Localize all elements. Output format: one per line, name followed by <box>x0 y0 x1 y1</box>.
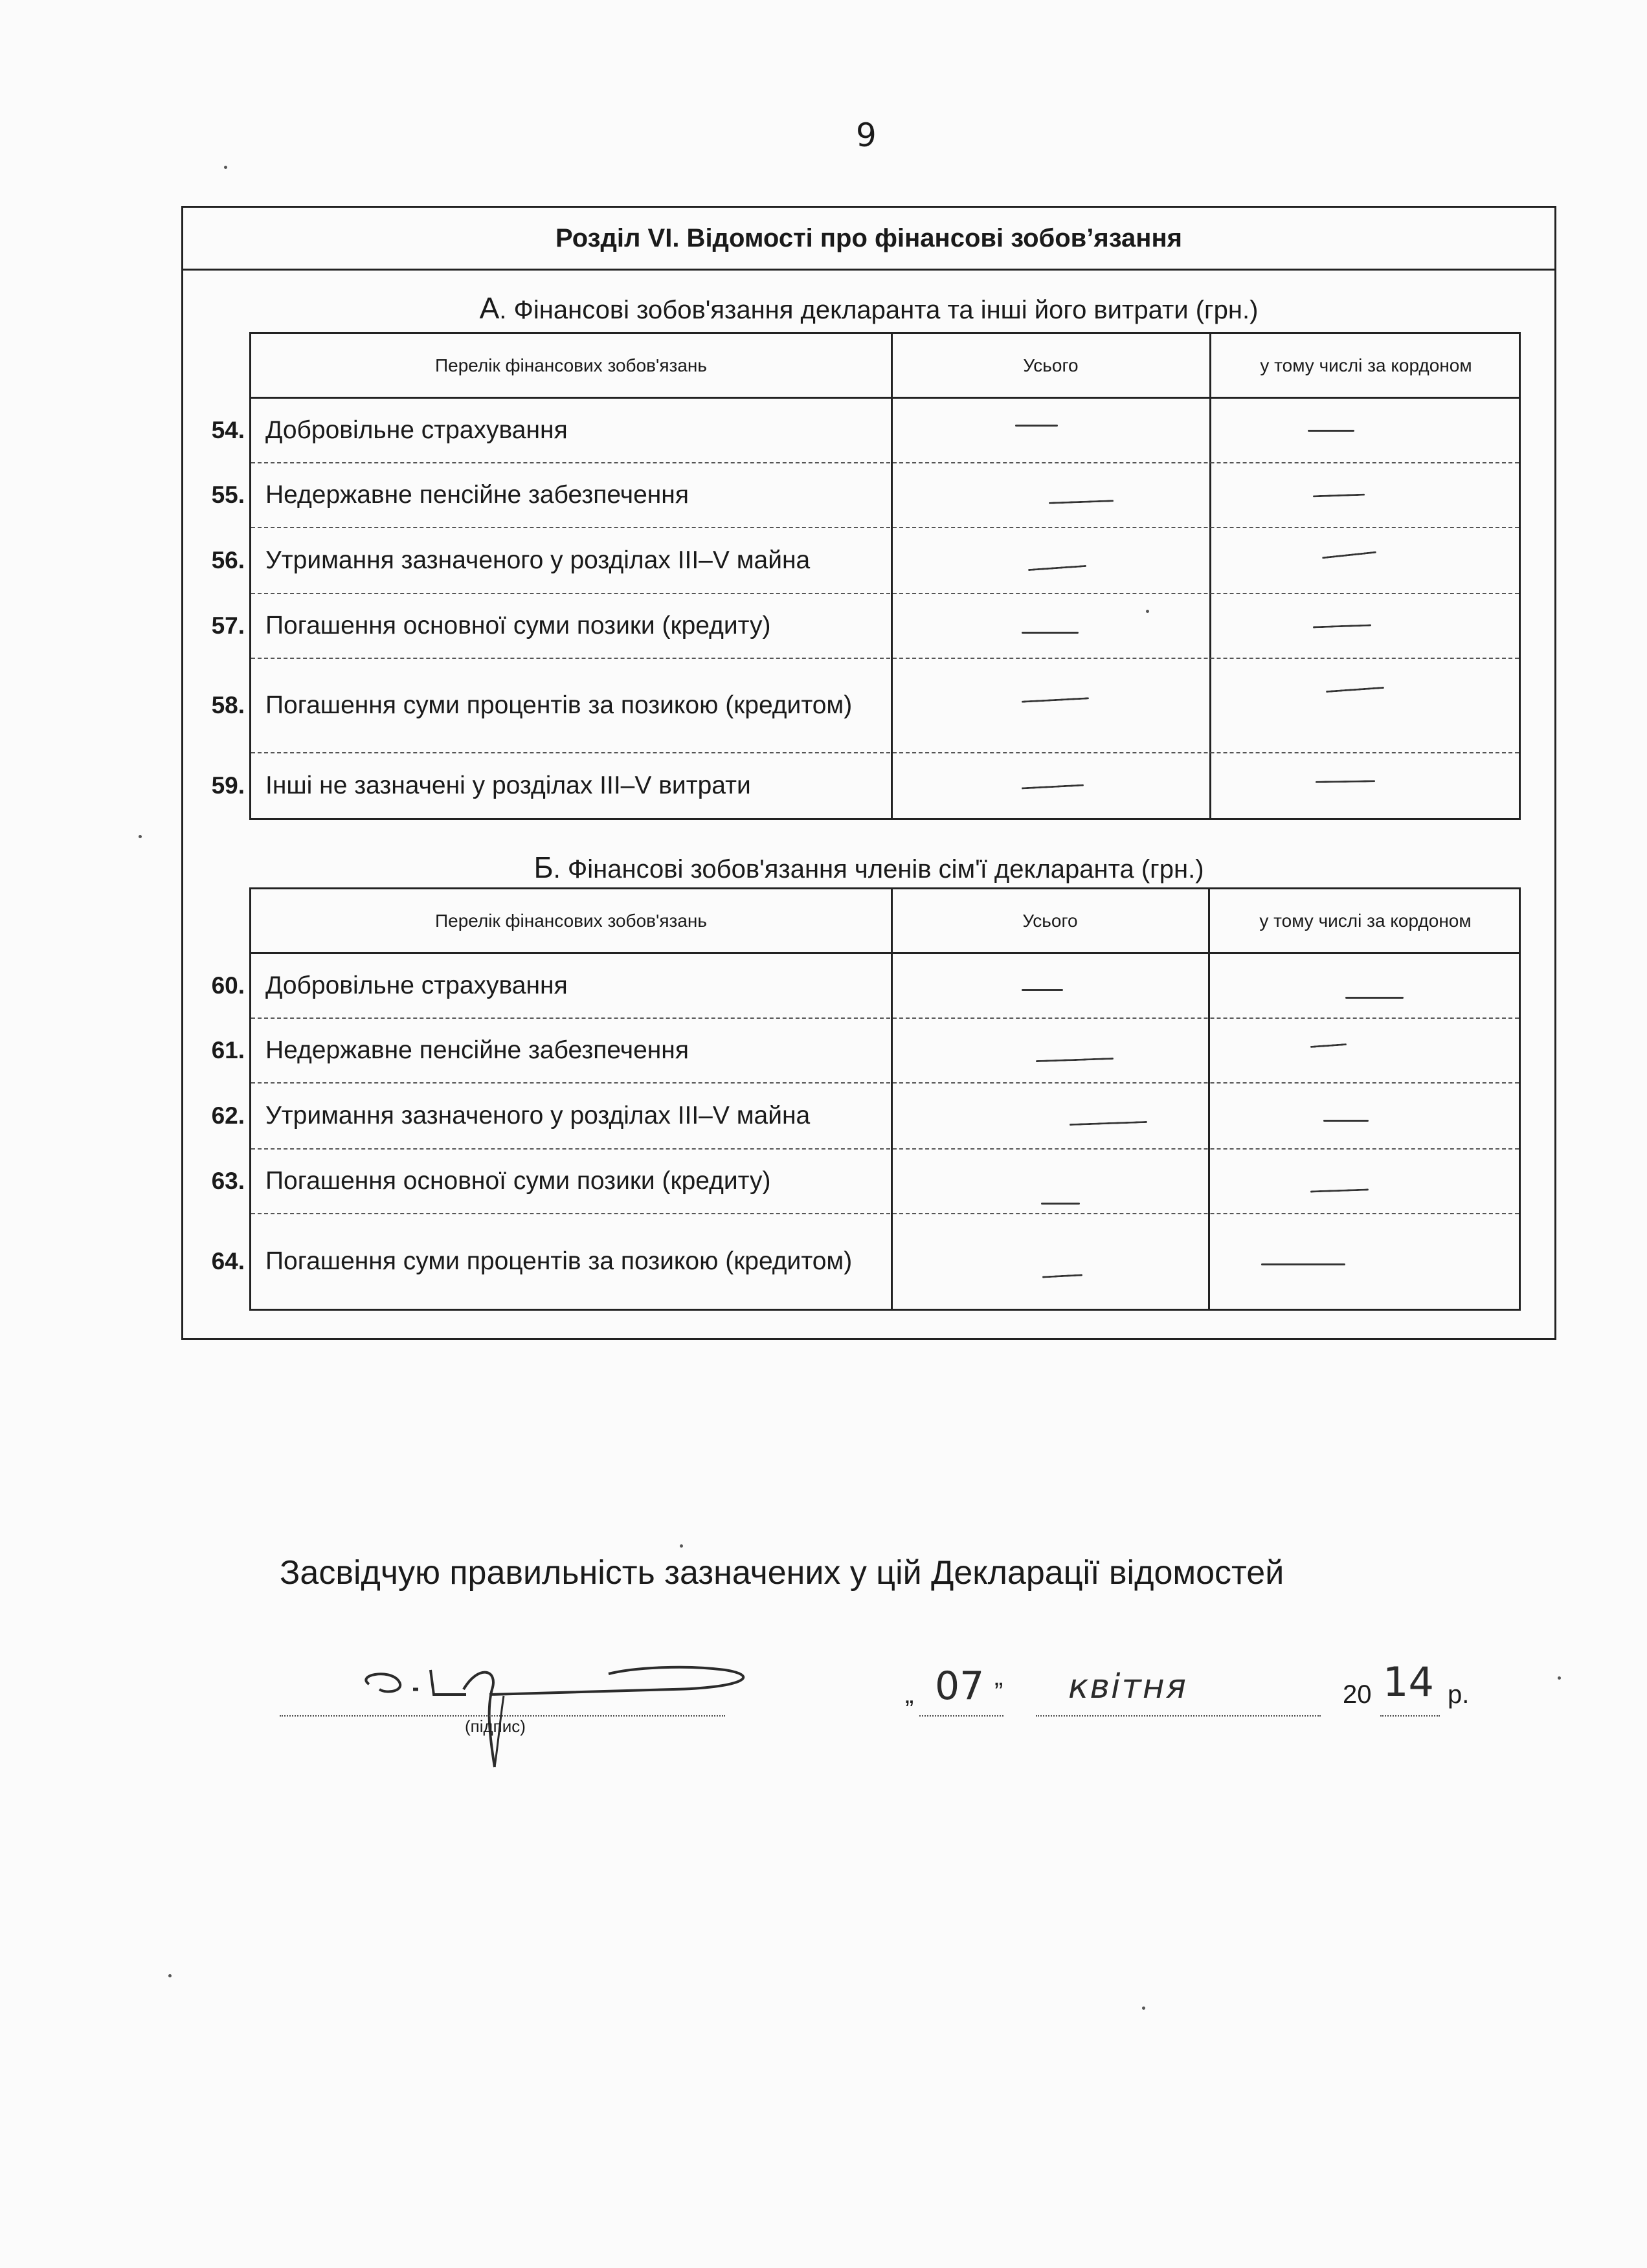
table-row <box>211 1150 1519 1214</box>
table-row <box>211 528 1519 594</box>
dash-mark <box>1022 784 1084 789</box>
part-a-letter: А <box>479 291 500 325</box>
scan-speck <box>1142 2007 1145 2010</box>
row-number: 56. <box>211 547 245 573</box>
dash-mark <box>1015 425 1058 427</box>
date-month[interactable]: квітня <box>1068 1667 1188 1706</box>
row-number: 62. <box>211 1102 245 1129</box>
dash-mark <box>1261 1263 1345 1265</box>
table-row <box>211 594 1519 659</box>
date-year-unit: р. <box>1448 1680 1470 1709</box>
row-label: Погашення суми процентів за позикою (кредитом) <box>265 1247 853 1275</box>
header-obligation-list: Перелік фінансових зобов'язань <box>435 910 707 931</box>
dash-mark <box>1022 989 1063 991</box>
dash-mark <box>1042 1274 1082 1278</box>
date-year-prefix: 20 <box>1343 1680 1372 1709</box>
row-number: 58. <box>211 692 245 718</box>
table-row <box>211 954 1519 1019</box>
header-abroad: у тому числі за кордоном <box>1260 355 1472 375</box>
dash-mark <box>1345 997 1404 999</box>
row-number: 60. <box>211 972 245 999</box>
dash-mark <box>1326 687 1384 693</box>
dash-mark <box>1028 565 1086 571</box>
table-part-a <box>211 332 1521 820</box>
dash-mark <box>1036 1058 1114 1062</box>
section-frame <box>181 206 1556 1340</box>
scan-speck <box>1146 610 1149 613</box>
row-number: 57. <box>211 612 245 639</box>
table-row <box>211 659 1519 753</box>
row-label: Добровільне страхування <box>265 416 568 444</box>
row-number: 59. <box>211 772 245 799</box>
row-label: Утримання зазначеного у розділах III–V майна <box>265 546 811 574</box>
header-obligation-list: Перелік фінансових зобов'язань <box>435 355 707 375</box>
date-close-quote: ” <box>994 1678 1003 1706</box>
part-a-title <box>183 291 1554 326</box>
dash-mark <box>1049 500 1114 504</box>
dash-mark <box>1323 1120 1369 1122</box>
dash-mark <box>1070 1121 1147 1126</box>
date-day-line <box>919 1715 1003 1717</box>
date-open-quote: „ <box>905 1680 914 1709</box>
row-number: 64. <box>211 1248 245 1274</box>
table-header <box>251 889 1519 954</box>
row-label: Недержавне пенсійне забезпечення <box>265 1036 689 1064</box>
header-total: Усього <box>1022 910 1078 931</box>
row-number: 61. <box>211 1037 245 1063</box>
dash-mark <box>1313 624 1371 628</box>
table-row <box>211 463 1519 528</box>
part-a-title-text: . Фінансові зобов'язання декларанта та інші його витрати (грн.) <box>499 296 1259 324</box>
table-part-b <box>211 887 1521 1311</box>
table-row <box>211 1214 1519 1309</box>
dash-mark <box>1310 1188 1369 1192</box>
scan-speck <box>139 835 142 838</box>
row-number: 55. <box>211 482 245 508</box>
dash-mark <box>1022 697 1089 702</box>
dash-mark <box>1308 430 1354 432</box>
scan-speck <box>224 166 227 169</box>
certification-statement: Засвідчую правильність зазначених у цій Декларації відомостей <box>280 1554 1284 1592</box>
row-label: Погашення основної суми позики (кредиту) <box>265 1167 771 1195</box>
table-header <box>251 334 1519 399</box>
table-row <box>211 399 1519 463</box>
row-label: Інші не зазначені у розділах III–V витрати <box>265 772 751 799</box>
row-label: Погашення основної суми позики (кредиту) <box>265 612 771 639</box>
date-year-suffix[interactable]: 14 <box>1383 1658 1434 1706</box>
part-b-letter: Б <box>533 850 554 884</box>
part-b-title <box>183 850 1554 885</box>
row-label: Утримання зазначеного у розділах III–V майна <box>265 1102 811 1129</box>
date-month-line <box>1036 1715 1321 1717</box>
signature-caption: (підпис) <box>465 1717 526 1736</box>
dash-mark <box>1316 780 1375 783</box>
row-label: Недержавне пенсійне забезпечення <box>265 481 689 509</box>
header-total: Усього <box>1023 355 1079 375</box>
table-row <box>211 1084 1519 1150</box>
dash-mark <box>1022 632 1079 634</box>
date-day[interactable]: 07 <box>935 1663 985 1709</box>
scan-speck <box>1558 1676 1561 1680</box>
dash-mark <box>1322 551 1376 559</box>
scan-speck <box>680 1544 683 1548</box>
row-label: Погашення суми процентів за позикою (кредитом) <box>265 691 853 719</box>
dash-mark <box>1041 1203 1080 1205</box>
dash-mark <box>1313 494 1365 498</box>
page-number: 9 <box>856 117 877 154</box>
scan-speck <box>168 1974 172 1977</box>
row-label: Добровільне страхування <box>265 972 568 999</box>
date-year-line <box>1380 1715 1440 1717</box>
dash-mark <box>1310 1043 1347 1048</box>
section-title: Розділ VI. Відомості про фінансові зобов’язання <box>183 208 1554 271</box>
header-abroad: у тому числі за кордоном <box>1259 910 1472 931</box>
table-row <box>211 1019 1519 1084</box>
row-number: 54. <box>211 417 245 443</box>
part-b-title-text: . Фінансові зобов'язання членів сім'ї декларанта (грн.) <box>553 855 1204 884</box>
row-number: 63. <box>211 1168 245 1194</box>
table-row <box>211 753 1519 818</box>
